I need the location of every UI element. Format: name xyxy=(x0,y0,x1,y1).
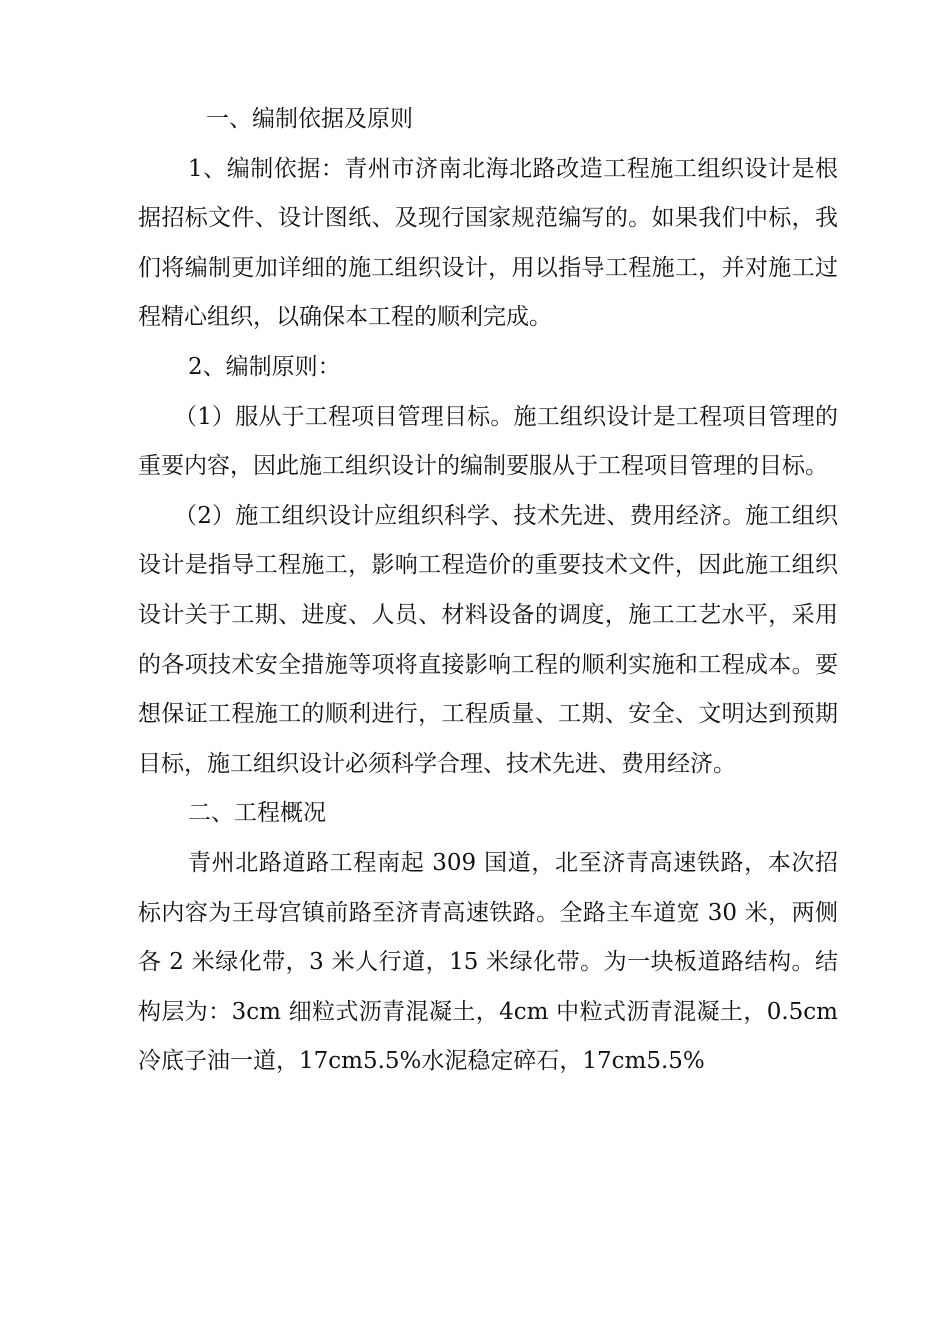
paragraph-principle-2: （2）施工组织设计应组织科学、技术先进、费用经济。施工组织设计是指导工程施工，影响工程造价的重要技术文件，因此施工组织设计关于工期、进度、人员、材料设备的调度，施工工艺水平，采用的各项技术安全措施等项将直接影响工程的顺利实施和工程成本。要想保证工程施工的顺利进行，工程质量、工期、安全、文明达到预期目标，施工组织设计必须科学合理、技术先进、费用经济。 xyxy=(138,502,838,777)
document-body xyxy=(138,95,838,1087)
paragraph-principles-heading: 2、编制原则： xyxy=(188,353,341,380)
section-heading-basis: 一、编制依据及原则 xyxy=(206,106,413,132)
section-heading-overview: 二、工程概况 xyxy=(188,800,326,827)
paragraph-basis: 1、编制依据：青州市济南北海北路改造工程施工组织设计是根据招标文件、设计图纸、及现行国家规范编写的。如果我们中标，我们将编制更加详细的施工组织设计，用以指导工程施工，并对施工过程精心组织，以确保本工程的顺利完成。 xyxy=(138,155,838,331)
paragraph-overview: 青州北路道路工程南起 309 国道，北至济青高速铁路，本次招标内容为王母宫镇前路至济青高速铁路。全路主车道宽 30 米，两侧各 2 米绿化带，3 米人行道，15 米绿化带。为一块板道路结构。结构层为：3cm 细粒式沥青混凝土，4cm 中粒式沥青混凝土，0.5cm 冷底子油一道，17cm5.5%水泥稳定碎石，17cm5.5% xyxy=(138,849,838,1075)
paragraph-principle-1: （1）服从于工程项目管理目标。施工组织设计是工程项目管理的重要内容，因此施工组织设计的编制要服从于工程项目管理的目标。 xyxy=(138,403,838,480)
